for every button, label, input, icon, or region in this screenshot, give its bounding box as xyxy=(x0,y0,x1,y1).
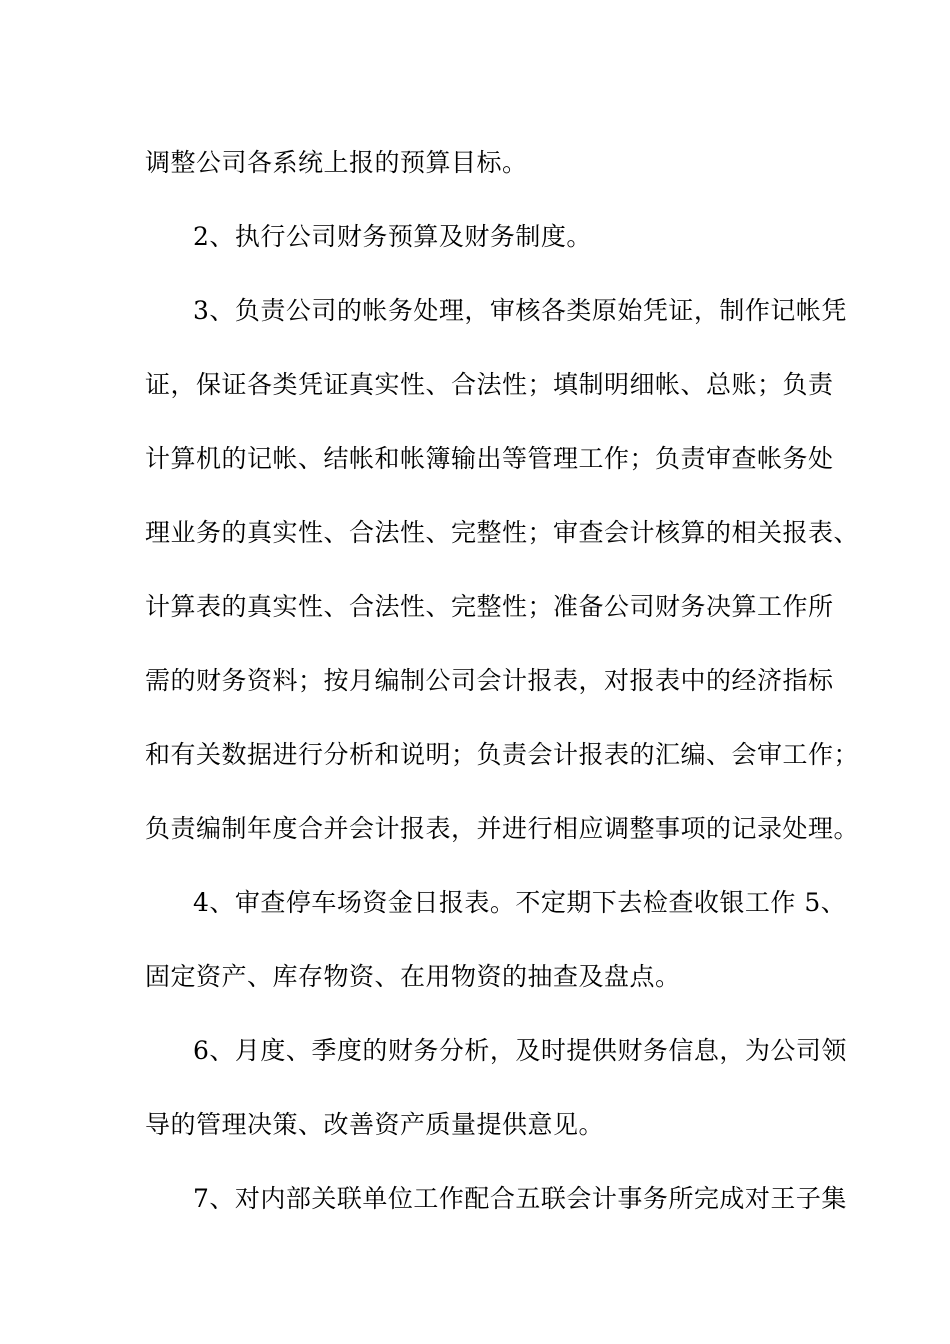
text-line: 固定资产、库存物资、在用物资的抽查及盘点。 xyxy=(145,962,681,991)
text-line: 调整公司各系统上报的预算目标。 xyxy=(145,148,528,177)
text-line: 证，保证各类凭证真实性、合法性；填制明细帐、总账；负责 xyxy=(145,370,834,399)
document-body xyxy=(145,126,860,1236)
text-line: 7、对内部关联单位工作配合五联会计事务所完成对王子集 xyxy=(193,1184,847,1213)
text-line: 负责编制年度合并会计报表，并进行相应调整事项的记录处理。 xyxy=(145,814,860,843)
text-line: 导的管理决策、改善资产质量提供意见。 xyxy=(145,1110,605,1139)
text-line: 3、负责公司的帐务处理，审核各类原始凭证，制作记帐凭 xyxy=(193,296,847,325)
text-line: 计算表的真实性、合法性、完整性；准备公司财务决算工作所 xyxy=(145,592,834,621)
text-line: 6、月度、季度的财务分析，及时提供财务信息，为公司领 xyxy=(193,1036,847,1065)
text-line: 理业务的真实性、合法性、完整性；审查会计核算的相关报表、 xyxy=(145,518,860,547)
text-line: 需的财务资料；按月编制公司会计报表，对报表中的经济指标 xyxy=(145,666,834,695)
text-line: 4、审查停车场资金日报表。不定期下去检查收银工作 5、 xyxy=(193,888,847,917)
text-line: 和有关数据进行分析和说明；负责会计报表的汇编、会审工作； xyxy=(145,740,860,769)
text-line: 计算机的记帐、结帐和帐簿输出等管理工作；负责审查帐务处 xyxy=(145,444,834,473)
text-line: 2、执行公司财务预算及财务制度。 xyxy=(193,222,592,251)
